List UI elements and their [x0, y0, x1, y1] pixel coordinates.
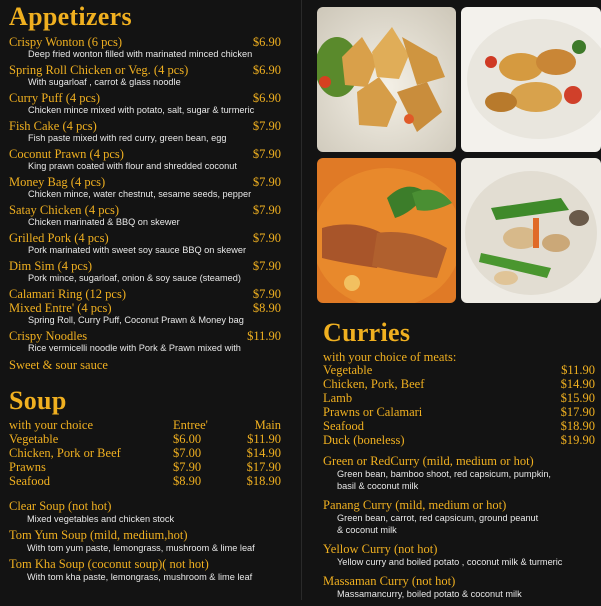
appetizer-name: Crispy Noodles [9, 329, 88, 343]
curry-variant [323, 498, 598, 536]
soup-variant-name: Clear Soup (not hot) [9, 499, 112, 513]
curries-choice-label: with your choice of meats: [323, 350, 457, 364]
appetizer-item [9, 35, 281, 60]
curry-variant-description: & coconut milk [337, 525, 397, 535]
soup-main: $18.90 [246, 474, 281, 488]
curry-row [323, 363, 595, 377]
curry-meat: Vegetable [323, 363, 373, 377]
appetizer-price: $7.90 [252, 175, 281, 189]
appetizer-item [9, 231, 281, 256]
appetizer-price: $7.90 [252, 259, 281, 273]
appetizer-item [9, 63, 281, 88]
curry-meat: Chicken, Pork, Beef [323, 377, 425, 391]
curry-variant-name: Yellow Curry (not hot) [323, 542, 438, 556]
curry-variant-description: Green bean, carrot, red capsicum, ground peanut [337, 513, 539, 523]
soup-choice-label: with your choice [9, 418, 94, 432]
soup-entree: $7.00 [173, 446, 202, 460]
soup-row [9, 474, 281, 488]
appetizer-price: $7.90 [252, 231, 281, 245]
appetizer-price: $6.90 [252, 35, 281, 49]
curry-variant [323, 454, 598, 492]
appetizer-price: $7.90 [252, 287, 281, 301]
curry-variant-description: Massamancurry, boiled potato & coconut milk [337, 589, 522, 599]
soup-variant-description: With tom kha paste, lemongrass, mushroom & lime leaf [27, 572, 253, 582]
appetizer-price: $7.90 [252, 147, 281, 161]
appetizer-price: $7.90 [252, 203, 281, 217]
appetizer-name: Calamari Ring (12 pcs) [9, 287, 126, 301]
curry-meat: Seafood [323, 419, 364, 433]
appetizer-name: Fish Cake (4 pcs) [9, 119, 97, 133]
soup-variant-list [9, 499, 299, 586]
curry-price: $14.90 [560, 377, 595, 391]
curries-heading: Curries [323, 318, 411, 347]
soup-row [9, 432, 281, 446]
curry-variant [323, 542, 598, 568]
appetizer-price: $11.90 [247, 329, 281, 343]
soup-heading: Soup [9, 386, 67, 415]
soup-variant-name: Tom Kha Soup (coconut soup)( not hot) [9, 557, 209, 571]
soup-entree: $6.00 [173, 432, 202, 446]
curry-variant-name: Panang Curry (mild, medium or hot) [323, 498, 507, 512]
appetizer-name: Satay Chicken (4 pcs) [9, 203, 120, 217]
appetizer-description: Spring Roll, Curry Puff, Coconut Prawn & Money bag [28, 315, 244, 325]
appetizer-item [9, 119, 281, 144]
appetizer-description: Chicken mince, water chestnut, sesame seeds, pepper [28, 189, 252, 199]
appetizers-heading: Appetizers [9, 2, 132, 31]
appetizer-description: Deep fried wonton filled with marinated minced chicken [28, 49, 253, 59]
curry-row [323, 433, 595, 447]
soup-variant [9, 499, 299, 525]
appetizer-item [9, 91, 281, 116]
curry-price: $17.90 [560, 405, 595, 419]
sweet-sour-line: Sweet & sour sauce [9, 358, 108, 372]
soup-name: Chicken, Pork or Beef [9, 446, 121, 460]
appetizer-item [9, 147, 281, 172]
soup-row [9, 460, 281, 474]
appetizer-description: Chicken mince mixed with potato, salt, sugar & turmeric [28, 105, 255, 115]
appetizer-price: $8.90 [252, 301, 281, 315]
appetizer-item [9, 259, 281, 284]
appetizer-description: Pork marinated with sweet soy sauce BBQ on skewer [28, 245, 247, 255]
soup-variant [9, 528, 299, 554]
appetizer-item [9, 329, 281, 354]
cashew-vegetable-photo [461, 158, 601, 303]
appetizer-item [9, 287, 281, 301]
appetizer-name: Money Bag (4 pcs) [9, 175, 106, 189]
cashew-stir-fry-photo [461, 7, 601, 152]
appetizer-name: Spring Roll Chicken or Veg. (4 pcs) [9, 63, 189, 77]
appetizer-item [9, 175, 281, 200]
soup-main: $11.90 [247, 432, 281, 446]
soup-row [9, 446, 281, 460]
appetizer-name: Dim Sim (4 pcs) [9, 259, 92, 273]
appetizer-description: Rice vermicelli noodle with Pork & Prawn mixed with [28, 343, 241, 353]
curry-price: $19.90 [560, 433, 595, 447]
appetizer-description: Pork mince, sugarloaf, onion & soy sauce (steamed) [28, 273, 241, 283]
soup-entree-header: Entree' [173, 418, 208, 432]
soup-name: Seafood [9, 474, 50, 488]
curry-row [323, 419, 595, 433]
soup-name: Vegetable [9, 432, 59, 446]
curry-meat: Duck (boneless) [323, 433, 405, 447]
appetizer-price: $6.90 [252, 63, 281, 77]
curry-variant-name: Massaman Curry (not hot) [323, 574, 456, 588]
curry-meat: Lamb [323, 391, 353, 405]
appetizer-name: Coconut Prawn (4 pcs) [9, 147, 124, 161]
soup-entree: $8.90 [173, 474, 202, 488]
appetizer-item [9, 203, 281, 228]
money-bag-dumplings-photo [317, 7, 456, 152]
appetizer-name: Crispy Wonton (6 pcs) [9, 35, 122, 49]
curry-row [323, 391, 595, 405]
appetizer-description: With sugarloaf , carrot & glass noodle [28, 77, 181, 87]
curry-variant-description: basil & coconut milk [337, 481, 419, 491]
soup-variant-description: With tom yum paste, lemongrass, mushroom & lime leaf [27, 543, 255, 553]
red-curry-duck-photo [317, 158, 456, 303]
appetizer-description: King prawn coated with flour and shredded coconut [28, 161, 237, 171]
appetizer-item [9, 301, 281, 326]
appetizer-price: $6.90 [252, 91, 281, 105]
soup-main-header: Main [254, 418, 281, 432]
soup-variant-description: Mixed vegetables and chicken stock [27, 514, 175, 524]
appetizer-name: Curry Puff (4 pcs) [9, 91, 101, 105]
curry-row [323, 377, 595, 391]
appetizer-name: Grilled Pork (4 pcs) [9, 231, 109, 245]
curry-row [323, 405, 595, 419]
soup-main: $14.90 [246, 446, 281, 460]
soup-variant-name: Tom Yum Soup (mild, medium,hot) [9, 528, 188, 542]
curry-variant-description: Yellow curry and boiled potato , coconut milk & turmeric [337, 557, 563, 567]
appetizer-description: Fish paste mixed with red curry, green bean, egg [28, 133, 227, 143]
soup-variant [9, 557, 299, 583]
curry-meat: Prawns or Calamari [323, 405, 423, 419]
curry-price: $15.90 [560, 391, 595, 405]
curry-price-table [323, 363, 595, 447]
soup-name: Prawns [9, 460, 46, 474]
curry-variant-name: Green or RedCurry (mild, medium or hot) [323, 454, 534, 468]
soup-main: $17.90 [246, 460, 281, 474]
curry-variant [323, 574, 598, 600]
appetizer-price: $7.90 [252, 119, 281, 133]
soup-price-table [9, 418, 281, 488]
appetizer-description: Chicken marinated & BBQ on skewer [28, 217, 180, 227]
curry-variant-list [323, 454, 598, 606]
curry-price: $18.90 [560, 419, 595, 433]
page-divider [301, 0, 302, 600]
appetizer-name: Mixed Entre' (4 pcs) [9, 301, 112, 315]
soup-entree: $7.90 [173, 460, 202, 474]
curry-variant-description: Green bean, bamboo shoot, red capsicum, pumpkin, [337, 469, 551, 479]
curry-price: $11.90 [561, 363, 595, 377]
